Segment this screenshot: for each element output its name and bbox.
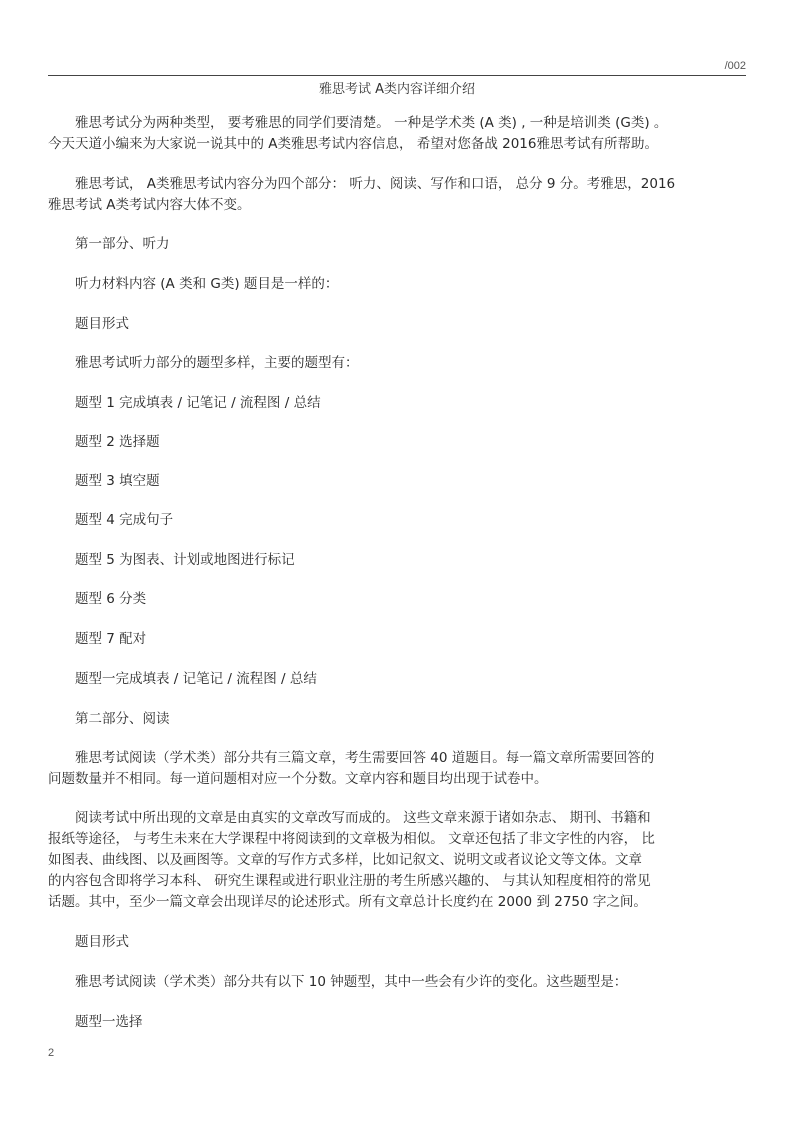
paragraph-line: 雅思考试阅读（学术类）部分共有以下 10 钟题型，其中一些会有少许的变化。这些题型是： <box>48 974 628 990</box>
header-page-label: /002 <box>724 60 746 72</box>
paragraph-line: 今天天道小编来为大家说一说其中的 A类雅思考试内容信息， 希望对您备战 2016雅思考试有所帮助。 <box>48 136 658 152</box>
paragraph-line: 如图表、曲线图、以及画图等。文章的写作方式多样，比如记叙文、说明文或者议论文等文体。文章 <box>48 852 642 868</box>
paragraph-reading-types <box>48 972 748 993</box>
section-heading-listening <box>48 234 748 255</box>
paragraph-line: 雅思考试 A类考试内容大体不变。 <box>48 197 251 213</box>
paragraph-line: 听力材料内容 (A 类和 G类) 题目是一样的： <box>48 276 339 292</box>
list-item-question-type <box>48 669 748 690</box>
paragraph-overview <box>48 174 748 216</box>
paragraph-line: 的内容包含即将学习本科、 研究生课程或进行职业注册的考生所感兴趣的、 与其认知程度相符的常见 <box>48 873 651 889</box>
list-item-question-type <box>48 550 748 571</box>
paragraph-line: 题型 5 为图表、计划或地图进行标记 <box>48 552 295 568</box>
list-item-question-type <box>48 629 748 650</box>
paragraph-line: 题目形式 <box>48 934 129 950</box>
paragraph-line: 题型一选择 <box>48 1014 143 1030</box>
list-item-question-type <box>48 510 748 531</box>
paragraph-line: 雅思考试分为两种类型， 要考雅思的同学们要清楚。 一种是学术类 (A 类) , 一种是培训类 (G类) 。 <box>48 115 668 131</box>
paragraph-line: 阅读考试中所出现的文章是由真实的文章改写而成的。 这些文章来源于诸如杂志、 期刊、书籍和 <box>48 810 651 826</box>
paragraph-reading-overview <box>48 748 748 790</box>
list-item-question-type <box>48 432 748 453</box>
document-title: 雅思考试 A类内容详细介绍 <box>318 82 476 97</box>
list-item-question-type <box>48 471 748 492</box>
paragraph-reading-articles <box>48 808 748 913</box>
subheading-question-format <box>48 314 748 335</box>
paragraph-line: 报纸等途径， 与考生未来在大学课程中将阅读到的文章极为相似。 文章还包括了非文字性的内容， 比 <box>48 831 655 847</box>
header-rule <box>48 75 746 76</box>
paragraph-line: 雅思考试听力部分的题型多样，主要的题型有： <box>48 355 359 371</box>
paragraph-line: 第二部分、阅读 <box>48 711 170 727</box>
paragraph-listening-types <box>48 353 748 374</box>
paragraph-line: 题型 2 选择题 <box>48 434 160 450</box>
paragraph-line: 第一部分、听力 <box>48 236 170 252</box>
paragraph-line: 题型 4 完成句子 <box>48 512 174 528</box>
paragraph-line: 话题。其中，至少一篇文章会出现详尽的论述形式。所有文章总计长度约在 2000 到 2750 字之间。 <box>48 894 647 910</box>
paragraph-line: 雅思考试， A类雅思考试内容分为四个部分： 听力、阅读、写作和口语， 总分 9 分。考雅思，2016 <box>48 176 676 192</box>
paragraph-line: 题目形式 <box>48 316 129 332</box>
list-item-question-type <box>48 393 748 414</box>
paragraph-line: 题型 7 配对 <box>48 631 147 647</box>
list-item-question-type <box>48 1012 748 1033</box>
paragraph-line: 问题数量并不相同。每一道问题相对应一个分数。文章内容和题目均出现于试卷中。 <box>48 771 548 787</box>
paragraph-line: 题型一完成填表 / 记笔记 / 流程图 / 总结 <box>48 671 317 687</box>
list-item-question-type <box>48 589 748 610</box>
paragraph-line: 题型 1 完成填表 / 记笔记 / 流程图 / 总结 <box>48 395 321 411</box>
paragraph-line: 题型 6 分类 <box>48 591 147 607</box>
paragraph-line: 雅思考试阅读（学术类）部分共有三篇文章，考生需要回答 40 道题目。每一篇文章所需要回答的 <box>48 750 655 766</box>
paragraph-listening-material <box>48 274 748 295</box>
paragraph-intro <box>48 113 748 155</box>
subheading-question-format <box>48 932 748 953</box>
section-heading-reading <box>48 709 748 730</box>
paragraph-line: 题型 3 填空题 <box>48 473 160 489</box>
footer-page-number: 2 <box>48 1047 55 1059</box>
